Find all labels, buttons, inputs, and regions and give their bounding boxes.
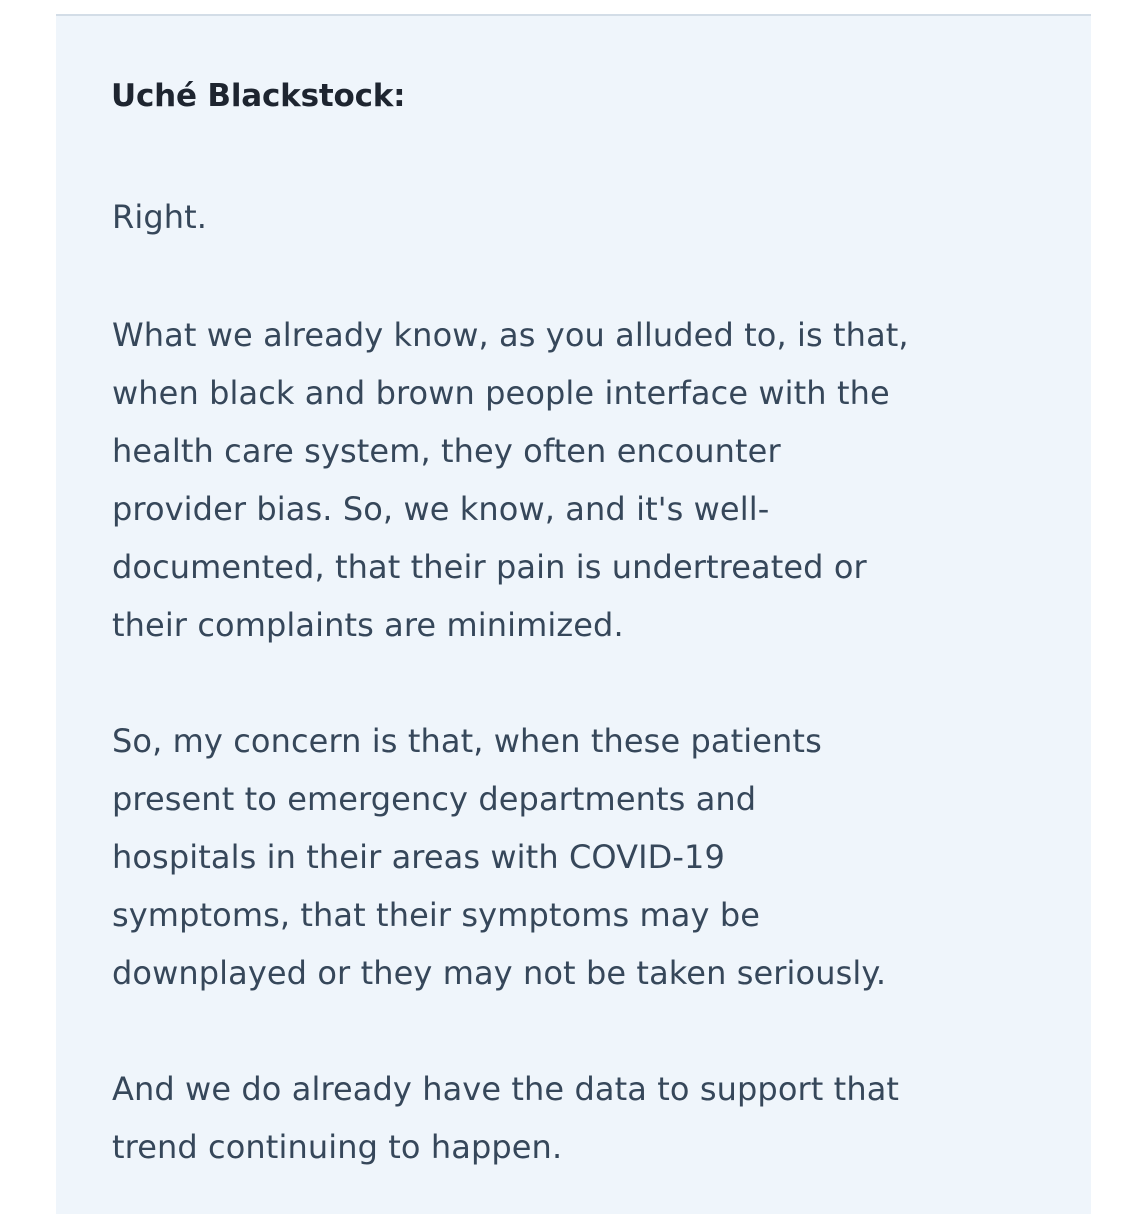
paragraph-line: So, my concern is that, when these patients [112, 722, 822, 760]
paragraph-line: And we do already have the data to support that [112, 1070, 900, 1108]
paragraph-line: symptoms, that their symptoms may be [112, 896, 761, 934]
transcript-paragraph [112, 188, 1072, 246]
transcript-card [56, 14, 1091, 1214]
paragraph-line: What we already know, as you alluded to, is that, [112, 316, 909, 354]
paragraph-line: their complaints are minimized. [112, 606, 624, 644]
paragraph-line: Right. [112, 198, 208, 236]
paragraph-line: present to emergency departments and [112, 780, 757, 818]
paragraph-line: trend continuing to happen. [112, 1128, 563, 1166]
paragraph-line: downplayed or they may not be taken seriously. [112, 954, 887, 992]
transcript-paragraph [112, 1060, 1072, 1176]
transcript-paragraph [112, 712, 1072, 1002]
transcript-paragraph [112, 306, 1072, 654]
paragraph-line: when black and brown people interface with the [112, 374, 890, 412]
paragraph-line: health care system, they often encounter [112, 432, 781, 470]
speaker-name: Uché Blackstock: [111, 78, 406, 114]
paragraph-line: provider bias. So, we know, and it's well- [112, 490, 770, 528]
paragraph-line: hospitals in their areas with COVID-19 [112, 838, 725, 876]
paragraph-line: documented, that their pain is undertreated or [112, 548, 867, 586]
